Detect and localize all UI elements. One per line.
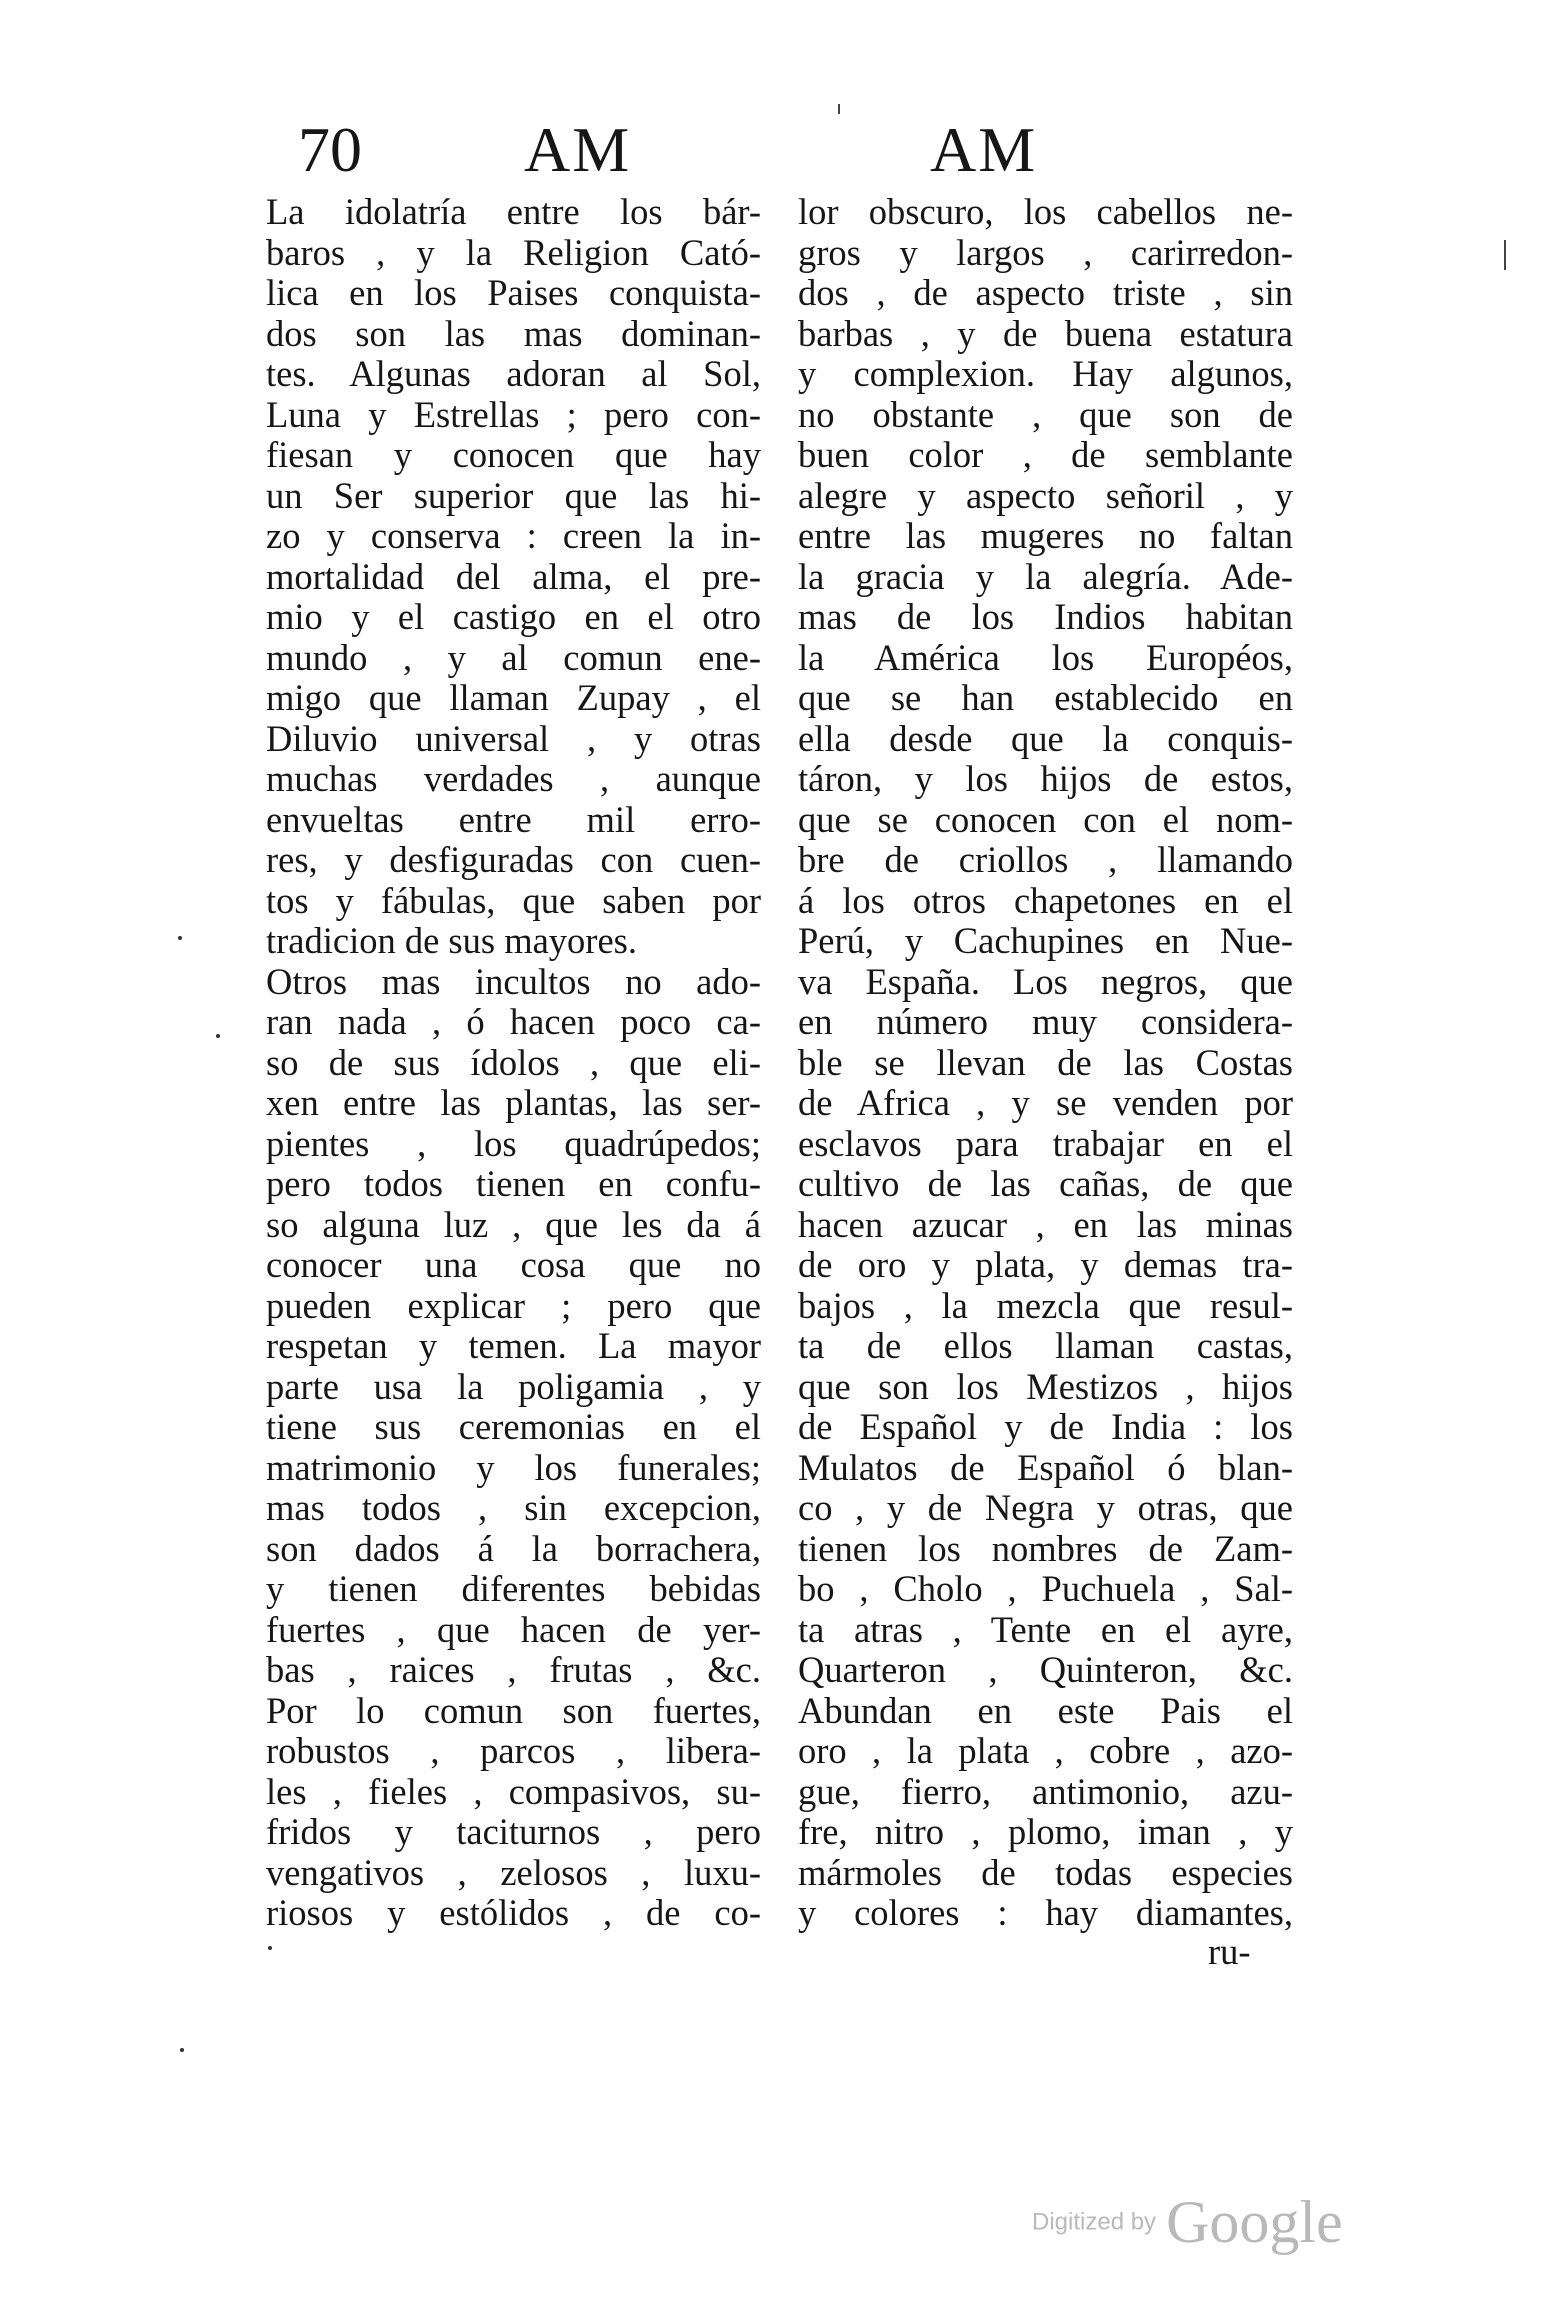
text-line: Diluvio universal , y otras [266, 717, 761, 759]
text-line: baros , y la Religion Cató- [266, 231, 761, 273]
text-line: oro , la plata , cobre , azo- [798, 1730, 1293, 1771]
text-line: no obstante , que son de [798, 393, 1293, 435]
right-text-column [798, 192, 1293, 1934]
text-line: tradicion de sus mayores. [266, 920, 637, 961]
text-line: La idolatría entre los bár- [266, 191, 761, 232]
text-line: matrimonio y los funerales; [266, 1446, 761, 1488]
text-line: un Ser superior que las hi- [266, 474, 761, 516]
watermark-small-text: Digitized by [1032, 2208, 1157, 2236]
text-line: Mulatos de Español ó blan- [798, 1446, 1293, 1488]
text-line: fiesan y conocen que hay [266, 434, 761, 475]
text-line: de Africa , y se venden por [798, 1082, 1293, 1123]
text-line: barbas , y de buena estatura [798, 312, 1293, 354]
scan-mark [838, 104, 840, 114]
text-line: envueltas entre mil erro- [266, 798, 761, 840]
text-line: migo que llaman Zupay , el [266, 677, 761, 718]
text-line: ta de ellos llaman castas, [798, 1325, 1293, 1366]
text-line: so de sus ídolos , que eli- [266, 1041, 761, 1083]
text-line: Otros mas incultos no ado- [266, 960, 761, 1002]
text-line: alegre y aspecto señoril , y [798, 474, 1293, 516]
text-line: lor obscuro, los cabellos ne- [798, 191, 1293, 232]
text-line: cultivo de las cañas, de que [798, 1163, 1293, 1204]
scan-speck [180, 2048, 184, 2052]
text-line: respetan y temen. La mayor [266, 1325, 761, 1366]
text-line: táron, y los hijos de estos, [798, 758, 1293, 799]
text-line: fre, nitro , plomo, iman , y [798, 1811, 1293, 1852]
text-line: esclavos para trabajar en el [798, 1122, 1293, 1164]
text-line: la gracia y la alegría. Ade- [798, 555, 1293, 597]
text-line: tos y fábulas, que saben por [266, 879, 761, 921]
text-line: muchas verdades , aunque [266, 758, 761, 799]
text-line: en número muy considera- [798, 1001, 1293, 1042]
text-line: Luna y Estrellas ; pero con- [266, 393, 761, 435]
text-line: que se conocen con el nom- [798, 798, 1293, 840]
text-line: conocer una cosa que no [266, 1244, 761, 1285]
text-line: ta atras , Tente en el ayre, [798, 1608, 1293, 1650]
text-line: bre de criollos , llamando [798, 839, 1293, 880]
text-line: que son los Mestizos , hijos [798, 1365, 1293, 1407]
text-line: de Español y de India : los [798, 1406, 1293, 1447]
text-line: bas , raices , frutas , &c. [266, 1649, 761, 1690]
text-line: zo y conserva : creen la in- [266, 515, 761, 556]
text-line: les , fieles , compasivos, su- [266, 1770, 761, 1812]
text-line: fridos y taciturnos , pero [266, 1811, 761, 1852]
scan-speck [268, 1946, 272, 1950]
text-line: bo , Cholo , Puchuela , Sal- [798, 1568, 1293, 1609]
text-line: de oro y plata, y demas tra- [798, 1244, 1293, 1285]
catchword: ru- [1208, 1931, 1251, 1972]
text-line: la América los Européos, [798, 636, 1293, 678]
text-line: Perú, y Cachupines en Nue- [798, 920, 1293, 961]
text-line: entre las mugeres no faltan [798, 515, 1293, 556]
text-line: res, y desfiguradas con cuen- [266, 839, 761, 880]
text-line: vengativos , zelosos , luxu- [266, 1851, 761, 1893]
text-line: Abundan en este Pais el [798, 1689, 1293, 1731]
scan-speck [178, 936, 182, 940]
scan-speck [216, 1034, 220, 1038]
text-line: parte usa la poligamia , y [266, 1365, 761, 1407]
text-line: riosos y estólidos , de co- [266, 1892, 761, 1933]
text-line: Quarteron , Quinteron, &c. [798, 1649, 1293, 1690]
left-text-column [266, 192, 761, 1934]
text-line: tienen los nombres de Zam- [798, 1527, 1293, 1569]
headword-right: AM [930, 114, 1038, 185]
text-line: mas de los Indios habitan [798, 596, 1293, 637]
text-line: pueden explicar ; pero que [266, 1284, 761, 1326]
text-line: va España. Los negros, que [798, 960, 1293, 1002]
text-line: gros y largos , carirredon- [798, 231, 1293, 273]
text-line: ella desde que la conquis- [798, 717, 1293, 759]
text-line: mio y el castigo en el otro [266, 596, 761, 637]
watermark-logo-text: Google [1166, 2189, 1343, 2255]
text-line: gue, fierro, antimonio, azu- [798, 1770, 1293, 1812]
text-line: ran nada , ó hacen poco ca- [266, 1001, 761, 1042]
text-line: pero todos tienen en confu- [266, 1163, 761, 1204]
text-line: dos son las mas dominan- [266, 312, 761, 354]
text-line: mármoles de todas especies [798, 1851, 1293, 1893]
text-line: tes. Algunas adoran al Sol, [266, 353, 761, 394]
text-line: tiene sus ceremonias en el [266, 1406, 761, 1447]
text-line: ble se llevan de las Costas [798, 1041, 1293, 1083]
text-line: pientes , los quadrúpedos; [266, 1122, 761, 1164]
text-line: mas todos , sin excepcion, [266, 1487, 761, 1528]
text-line: buen color , de semblante [798, 434, 1293, 475]
text-line: y colores : hay diamantes, [798, 1892, 1293, 1933]
text-line: co , y de Negra y otras, que [798, 1487, 1293, 1528]
text-line: bajos , la mezcla que resul- [798, 1284, 1293, 1326]
text-line: y tienen diferentes bebidas [266, 1568, 761, 1609]
text-line: Por lo comun son fuertes, [266, 1689, 761, 1731]
text-line: son dados á la borrachera, [266, 1527, 761, 1569]
digitized-watermark [1032, 2188, 1343, 2257]
text-line: y complexion. Hay algunos, [798, 353, 1293, 394]
text-line: lica en los Paises conquista- [266, 272, 761, 313]
text-line: á los otros chapetones en el [798, 879, 1293, 921]
text-line: mundo , y al comun ene- [266, 636, 761, 678]
text-line: xen entre las plantas, las ser- [266, 1082, 761, 1123]
scan-mark [1504, 240, 1506, 270]
text-line: robustos , parcos , libera- [266, 1730, 761, 1771]
text-line: fuertes , que hacen de yer- [266, 1608, 761, 1650]
text-line: que se han establecido en [798, 677, 1293, 718]
text-line: dos , de aspecto triste , sin [798, 272, 1293, 313]
text-line: so alguna luz , que les da á [266, 1203, 761, 1245]
text-line: mortalidad del alma, el pre- [266, 555, 761, 597]
page-number: 70 [298, 114, 362, 185]
text-line: hacen azucar , en las minas [798, 1203, 1293, 1245]
headword-left: AM [524, 114, 632, 185]
